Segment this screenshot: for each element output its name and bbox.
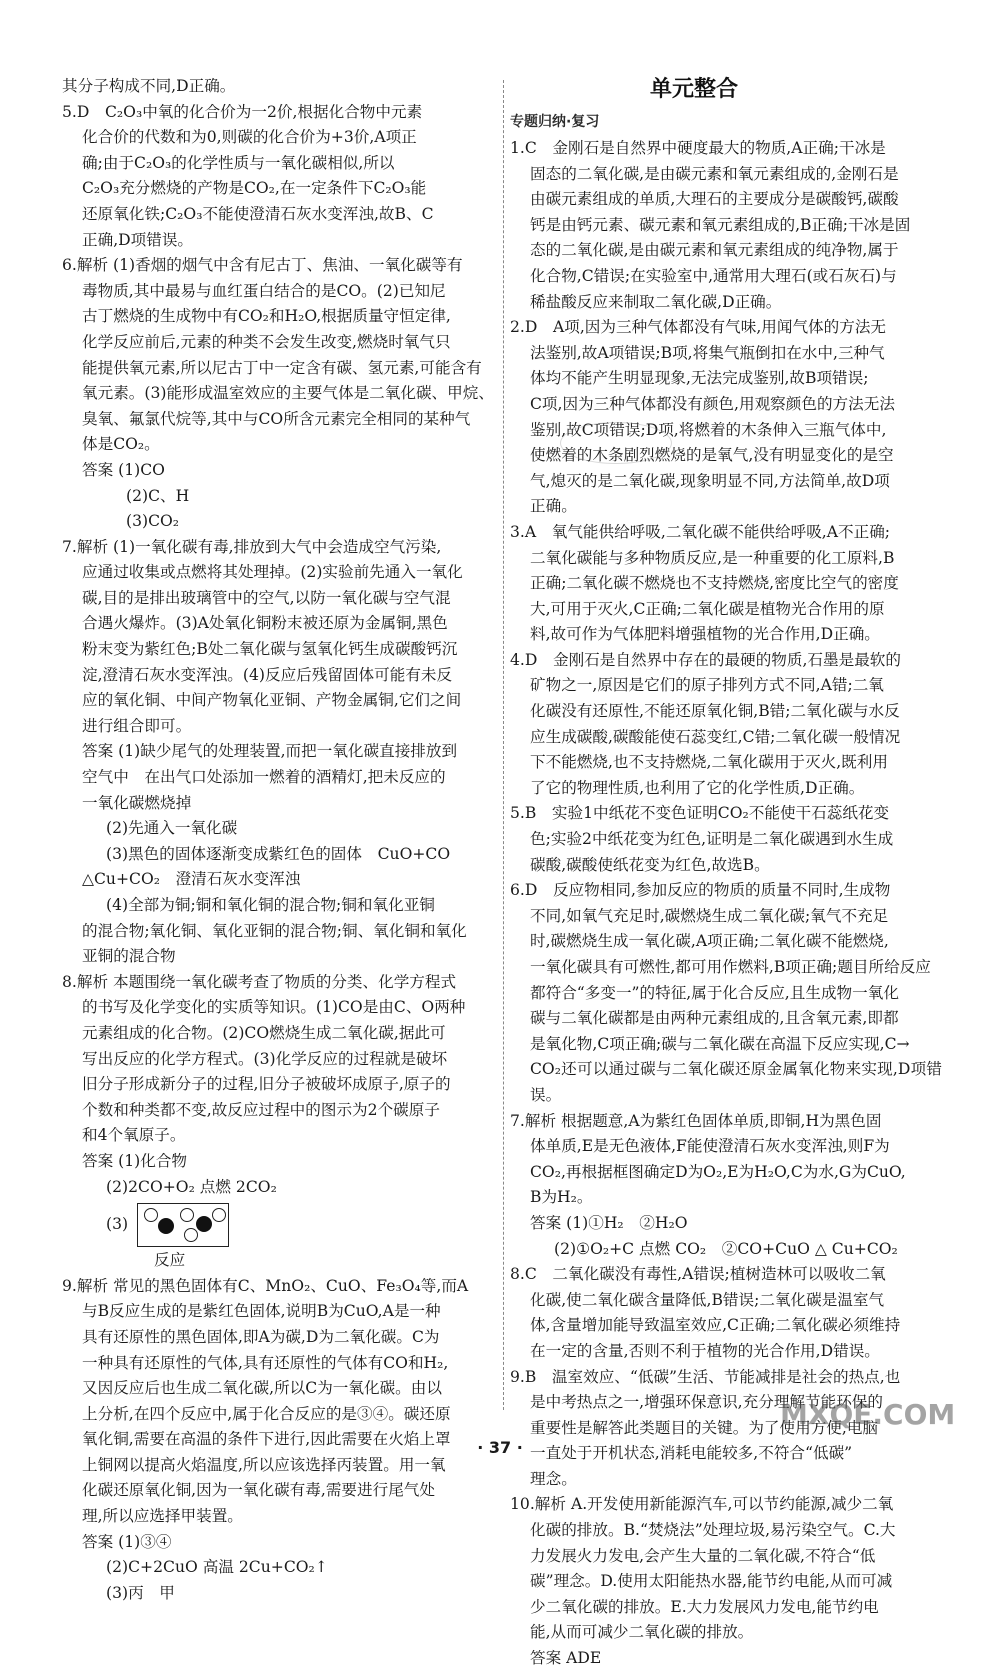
text-line: △Cu+CO₂ 澄清石灰水变浑浊 [82,870,301,889]
column-divider [503,80,504,1410]
review-answer-4 [510,648,942,802]
text-line: 下不能燃烧,也不支持燃烧,二氧化碳用于灭火,既利用 [530,753,888,772]
text-line: 化合物,C错误;在实验室中,通常用大理石(或石灰石)与 [530,266,897,285]
text-line: (2)C、H [126,486,190,505]
answer-7 [62,535,498,970]
site-watermark: MXQE.COM [780,1398,956,1431]
text-line: 都符合“多变一”的特征,属于化合反应,且生成物一氧化 [530,983,899,1002]
text-line: 二氧化碳能与多种物质反应,是一种重要的化工原料,B [530,548,895,567]
text-line: 使燃着的木条剧烈燃烧的是氧气,没有明显变化的是空 [530,446,894,465]
text-line: 时,碳燃烧生成一氧化碳,A项正确;二氧化碳不能燃烧, [530,932,889,951]
text-line: 毒物质,其中最易与血红蛋白结合的是CO。(2)已知尼 [82,281,446,300]
text-line: 化碳的排放。B.“焚烧法”处理垃圾,易污染空气。C.大 [530,1521,896,1540]
text-line: 臭氧、氟氯代烷等,其中与CO所含元素完全相同的某种气 [82,409,471,428]
text-line: 确;由于C₂O₃的化学性质与一氧化碳相似,所以 [82,153,395,172]
text-line: 5.B 实验1中纸花不变色证明CO₂不能使干石蕊纸花变 [510,804,890,823]
text-line: C项,因为三种气体都没有颜色,用观察颜色的方法无法 [530,394,895,413]
text-line: 2.D A项,因为三种气体都没有气味,用闻气体的方法无 [510,318,887,337]
text-line: 重要性是解答此类题目的关键。为了使用方便,电脑 [530,1418,879,1437]
text-line: 写出反应的化学方程式。(3)化学反应的过程就是破坏 [82,1049,448,1068]
left-column [62,74,498,1606]
text-line: 大,可用于灭火,C正确;二氧化碳是植物光合作用的原 [530,599,885,618]
text-line: 9.B 温室效应、“低碳”生活、节能减排是社会的热点,也 [510,1367,901,1386]
oxygen-atom [144,1208,158,1222]
text-line: 体,含量增加能导致温室效应,C正确;二氧化碳必须维持 [530,1316,901,1335]
text-line: 上铜网以提高火焰温度,所以应该选择丙装置。用一氧 [82,1455,446,1474]
text-line: 鉴别,故C项错误;D项,将燃着的木条伸入三瓶气体中, [530,420,887,439]
answer-6 [62,253,498,535]
text-line: 碳”理念。D.使用太阳能热水器,能节约电能,从而可减 [530,1572,893,1591]
text-line: 个数和种类都不变,故反应过程中的图示为2个碳原子 [82,1100,440,1119]
text-line: (2)2CO+O₂ 点燃 2CO₂ [106,1177,277,1196]
text-line: 应生成碳酸,碳酸能使石蕊变红,C错;二氧化碳一般情况 [530,727,901,746]
text-line: 答案 (1)①H₂ ②H₂O [530,1213,688,1232]
text-line: 又因反应后也生成二氧化碳,所以C为一氧化碳。由以 [82,1379,442,1398]
text-line: 体单质,E是无色液体,F能使澄清石灰水变浑浊,则F为 [530,1137,890,1156]
review-answer-1 [510,136,942,315]
text-line: 力发展火力发电,会产生大量的二氧化碳,不符合“低 [530,1546,876,1565]
text-line: B为H₂。 [530,1188,593,1207]
answer-5 [62,100,498,254]
text-line: 化合价的代数和为0,则碳的化合价为+3价,A项正 [82,128,417,147]
carbon-atom [158,1218,174,1234]
text-line: 矿物之一,原因是它们的原子排列方式不同,A错;二氧 [530,676,884,695]
review-answer-10 [510,1492,942,1671]
text-line: 答案 (1)缺少尾气的处理装置,而把一氧化碳直接排放到 [82,742,458,761]
text-line: 法鉴别,故A项错误;B项,将集气瓶倒扣在水中,三种气 [530,343,885,362]
text-line: 一氧化碳具有可燃性,都可用作燃料,B项正确;题目所给反应 [530,958,931,976]
text-line: 应通过收集或点燃将其处理掉。(2)实验前先通入一氧化 [82,563,463,582]
text-line: CO₂还可以通过碳与二氧化碳还原金属氧化物来实现,D项错误。 [530,1060,942,1104]
text-line: 了它的物理性质,也利用了它的化学性质,D正确。 [530,778,865,797]
text-line: 是中考热点之一,增强环保意识,充分理解节能环保的 [530,1393,883,1412]
text-line: (2)C+2CuO 高温 2Cu+CO₂↑ [106,1558,328,1577]
oxygen-atom [212,1208,226,1222]
reaction-diagram [62,1200,498,1248]
text-line: 10.解析 A.开发使用新能源汽车,可以节约能源,减少二氧 [510,1495,894,1514]
text-line: 7.解析 根据题意,A为紫红色固体单质,即铜,H为黑色固 [510,1111,882,1130]
text-line: 空气中 在出气口处添加一燃着的酒精灯,把未反应的 [82,768,446,787]
text-line: C₂O₃充分燃烧的产物是CO₂,在一定条件下C₂O₃能 [82,179,427,198]
text-line: (3)黑色的固体逐渐变成紫红色的固体 CuO+CO [106,844,451,863]
text-line: 化碳没有还原性,不能还原氧化铜,B错;二氧化碳与水反 [530,702,900,721]
text-line: 3.A 氧气能供给呼吸,二氧化碳不能供给呼吸,A不正确; [510,522,891,541]
review-answer-3 [510,520,942,648]
text-line: 一种具有还原性的气体,具有还原性的气体有CO和H₂, [82,1353,449,1372]
review-answer-8 [510,1262,942,1364]
text-line: 一氧化碳燃烧掉 [82,793,192,812]
page-number: · 37 · [477,1438,523,1457]
text-line: 旧分子形成新分子的过程,旧分子被破坏成原子,原子的 [82,1075,451,1094]
text-line: 答案 (1)CO [82,460,165,479]
text-line: 粉末变为紫红色;B处二氧化碳与氢氧化钙生成碳酸钙沉 [82,640,458,659]
text-line: 固态的二氧化碳,是由碳元素和氧元素组成的,金刚石是 [530,164,899,183]
text-line: 碳酸,碳酸使纸花变为红色,故选B。 [530,855,770,874]
particle-box [137,1203,229,1247]
text-line: 氧化铜,需要在高温的条件下进行,因此需要在火焰上罩 [82,1430,451,1449]
text-line: 的书写及化学变化的实质等知识。(1)CO是由C、O两种 [82,998,466,1017]
text-line: 与B反应生成的是紫红色固体,说明B为CuO,A是一种 [82,1302,441,1321]
text-line: 元素组成的化合物。(2)CO燃烧生成二氧化碳,据此可 [82,1023,446,1042]
text-line: 是氧化物,C项正确;碳与二氧化碳在高温下反应实现,C→ [530,1034,910,1053]
text-line: (2)①O₂+C 点燃 CO₂ ②CO+CuO △ Cu+CO₂ [554,1239,898,1258]
text-line: (3)丙 甲 [106,1583,175,1602]
text-line: 1.C 金刚石是自然界中硬度最大的物质,A正确;干冰是 [510,139,886,157]
oxygen-atom [180,1208,194,1222]
text-line: 钙是由钙元素、碳元素和氧元素组成的,B正确;干冰是固 [530,215,911,234]
text-line: 能提供氧元素,所以尼古丁中一定含有碳、氢元素,可能含有 [82,358,482,377]
oxygen-atom [184,1228,198,1242]
text-line: 气,熄灭的是二氧化碳,现象明显不同,方法简单,故D项 [530,471,890,490]
text-line: 5.D C₂O₃中氧的化合价为一2价,根据化合物中元素 [62,102,423,121]
text-line: 反应 [154,1251,186,1270]
text-line: 能,从而可减少二氧化碳的排放。 [530,1623,754,1642]
text-line: 合遇火爆炸。(3)A处氧化铜粉末被还原为金属铜,黑色 [82,614,448,633]
text-line: 正确。 [530,497,577,516]
stamp-watermark [560,422,672,464]
text-line: 理念。 [530,1469,577,1488]
text-line: 答案 (1)③④ [82,1532,172,1551]
text-line: (4)全部为铜;铜和氧化铜的混合物;铜和氧化亚铜 [106,896,435,914]
text-line: 化碳,使二氧化碳含量降低,B错误;二氧化碳是温室气 [530,1290,885,1309]
text-line: (3)CO₂ [126,512,180,531]
text-line: 和4个氧原子。 [82,1126,186,1145]
text-line: 亚铜的混合物 [82,947,176,966]
text-line: 应的氧化铜、中间产物氧化亚铜、产物金属铜,它们之间 [82,691,462,710]
text-line: 进行组合即可。 [82,716,192,735]
section-tag: 专题归纳·复习 [510,114,600,130]
text-line: 化学反应前后,元素的种类不会发生改变,燃烧时氧气只 [82,332,451,351]
text-line: 料,故可作为气体肥料增强植物的光合作用,D正确。 [530,625,880,644]
review-answer-7 [510,1109,942,1263]
text-line: 正确,D项错误。 [82,230,194,249]
text-line: 由碳元素组成的单质,大理石的主要成分是碳酸钙,碳酸 [530,190,899,209]
text-line: 稀盐酸反应来制取二氧化碳,D正确。 [530,292,782,311]
text-line: 7.解析 (1)一氧化碳有毒,排放到大气中会造成空气污染, [62,537,442,556]
text-line: 一直处于开机状态,消耗电能较多,不符合“低碳” [530,1444,853,1463]
text-line: 在一定的含量,否则不利于植物的光合作用,D错误。 [530,1341,880,1360]
review-answer-6 [510,878,942,1108]
text-line: 碳,目的是排出玻璃管中的空气,以防一氧化碳与空气混 [82,588,451,607]
text-line: 体是CO₂。 [82,435,160,454]
text-line: 氧元素。(3)能形成温室效应的主要气体是二氧化碳、甲烷、 [82,384,494,403]
text-line: 9.解析 常见的黑色固体有C、MnO₂、CuO、Fe₃O₄等,而A [62,1276,469,1295]
text-line: 上分析,在四个反应中,属于化合反应的是③④。碳还原 [82,1404,451,1423]
text-line: 化碳还原氧化铜,因为一氧化碳有毒,需要进行尾气处 [82,1481,435,1500]
text-line: 淀,澄清石灰水变浑浊。(4)反应后残留固体可能有未反 [82,665,453,684]
text-line: 4.D 金刚石是自然界中存在的最硬的物质,石墨是最软的 [510,650,901,669]
text-line: 6.D 反应物相同,参加反应的物质的质量不同时,生成物 [510,881,891,900]
text-line: 具有还原性的黑色固体,即A为碳,D为二氧化碳。C为 [82,1327,440,1346]
text-line: CO₂,再根据框图确定D为O₂,E为H₂O,C为水,G为CuO, [530,1162,906,1181]
text-line: 古丁燃烧的生成物中有CO₂和H₂O,根据质量守恒定律, [82,307,451,326]
unit-title: 单元整合 [650,77,739,102]
review-answer-2 [510,315,942,520]
text-line: 答案 (1)化合物 [82,1151,188,1170]
text-line: 8.解析 本题围绕一氧化碳考查了物质的分类、化学方程式 [62,972,457,991]
text-line: 理,所以应选择甲装置。 [82,1507,243,1526]
review-answer-5 [510,801,942,878]
carbon-atom [196,1216,212,1232]
text-line: 色;实验2中纸花变为红色,证明是二氧化碳遇到水生成 [530,830,894,849]
text-line: 正确;二氧化碳不燃烧也不支持燃烧,密度比空气的密度 [530,574,899,593]
text-line: 不同,如氧气充足时,碳燃烧生成二氧化碳;氧气不充足 [530,906,889,925]
text-line: 碳与二氧化碳都是由两种元素组成的,且含氧元素,即都 [530,1009,899,1028]
text-line: 6.解析 (1)香烟的烟气中含有尼古丁、焦油、一氧化碳等有 [62,256,463,275]
text-line: (3) [106,1215,129,1234]
text-line: 其分子构成不同,D正确。 [62,77,236,95]
text-line: 态的二氧化碳,是由碳元素和氧元素组成的纯净物,属于 [530,241,899,260]
text-line: 体均不能产生明显现象,无法完成鉴别,故B项错误; [530,369,869,388]
text-line: 的混合物;氧化铜、氧化亚铜的混合物;铜、氧化铜和氧化 [82,921,467,940]
answer-8 [62,970,498,1274]
text-line: 还原氧化铁;C₂O₃不能使澄清石灰水变浑浊,故B、C [82,204,434,223]
text-line: 8.C 二氧化碳没有毒性,A错误;植树造林可以吸收二氧 [510,1265,886,1284]
text-line: (2)先通入一氧化碳 [106,819,238,838]
text-line: 答案 ADE [530,1649,602,1668]
text-line: 少二氧化碳的排放。E.大力发展风力发电,能节约电 [530,1597,879,1616]
